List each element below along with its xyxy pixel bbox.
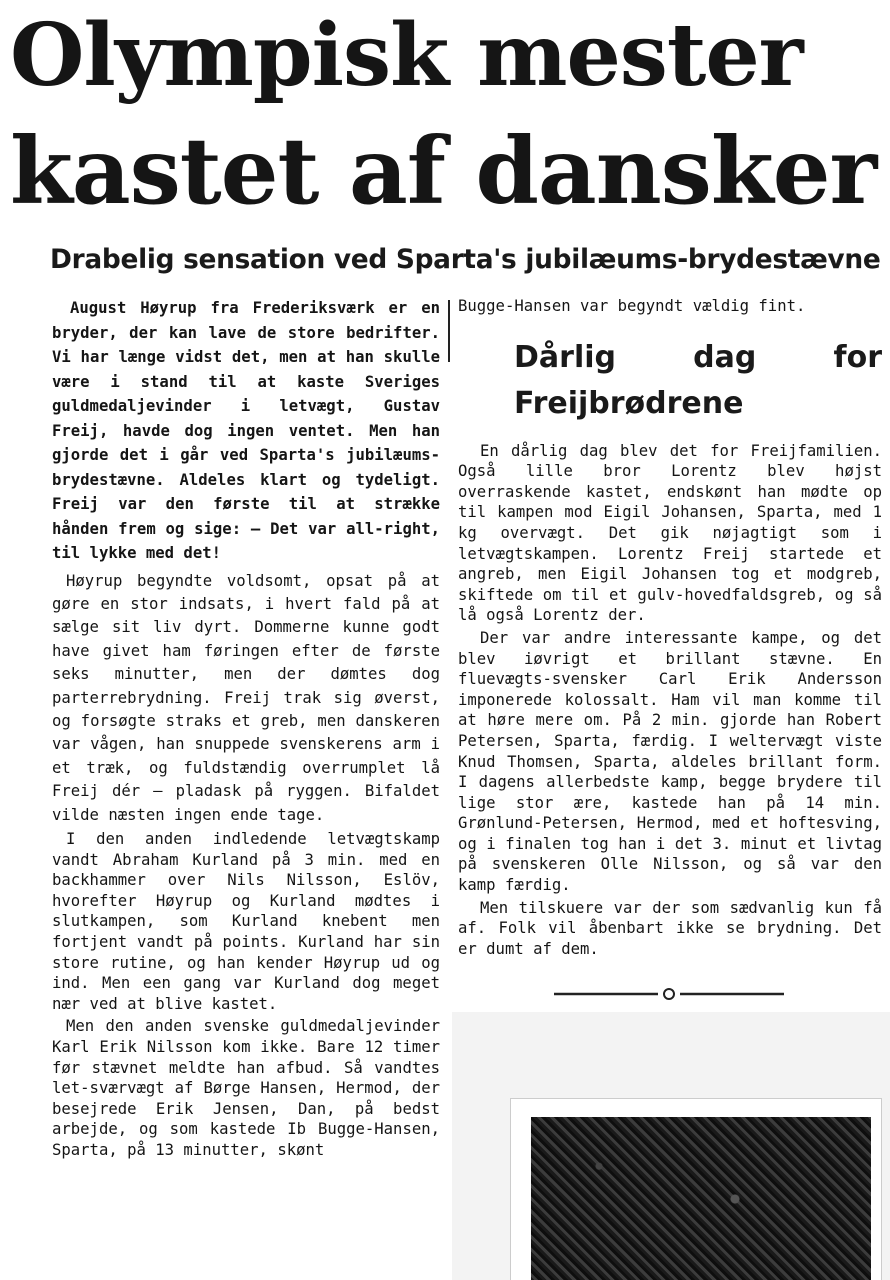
right-paragraph-3: Men tilskuere var der som sædvanlig kun få af. Folk vil åbenbart ikke se brydning. Det er dumt af dem. — [458, 898, 882, 958]
photo-image — [531, 1117, 871, 1280]
continued-text: Bugge-Hansen var begyndt vældig fint. — [458, 297, 806, 315]
body-paragraph-2: I den anden indledende letvægtskamp vandt Abraham Kurland på 3 min. med en backhammer over Nils Nilsson, Eslöv, hvorefter Høyrup og Kurland mødtes i slutkampen, som Kurland knebent men fortjent vandt på points. Kurland har sin store rutine, og han kender Høyrup ud og ind. Men een gang var Kurland dog meget nær ved at blive kastet. — [52, 829, 440, 1013]
headline-line-2: kastet af dansker — [10, 117, 877, 225]
lead-paragraph: August Høyrup fra Frederiksværk er en bryder, der kan lave de store bedrifter. Vi har længe vidst det, men at han skulle være i stand til at kaste Sveriges guldmedaljevinder i letvægt, Gustav Freij, havde dog ingen ventet. Men han gjorde det i går ved Sparta's jubilæums-brydestævne. Aldeles klart og tydeligt. Freij var den første til at strække hånden frem og sige: — Det var all-right, til lykke med det! — [52, 299, 440, 562]
article-end-mark — [554, 984, 784, 1004]
right-paragraph-1: En dårlig dag blev det for Freijfamilien. Også lille bror Lorentz blev højst overraskende kastet, endskønt han mødte op til kampen mod Eigil Johansen, Sparta, med 1 kg overvægt. Det gik nøjagtigt som i letvægtskampen. Lorentz Freij startede et angreb, men Eigil Johansen tog et modgreb, skiftede om til et gulv-hovedfaldsgreb, og så lå også Lorentz der. — [458, 441, 882, 625]
section-heading: Dårlig dag for Freijbrødrene — [514, 339, 882, 421]
body-paragraph-1: Høyrup begyndte voldsomt, opsat på at gøre en stor indsats, i hvert fald på at sælge sit liv dyrt. Dommerne kunne godt have givet ham føringen efter de første seks minutter, men der dømtes dog parterrebrydning. Freij trak sig øverst, og forsøgte straks et greb, men danskeren var vågen, han snuppede svenskerens arm i et træk, og fuldstændig overrumplet lå Freij dér — pladask på ryggen. Bifaldet vilde næsten ingen ende tage. — [52, 571, 440, 824]
body-paragraph-3: Men den anden svenske guldmedaljevinder Karl Erik Nilsson kom ikke. Bare 12 timer før stævnet meldte han afbud. Så vandtes let-sværvægt af Børge Hansen, Hermod, der besejrede Erik Jensen, Dan, på bedst arbejde, og som kastede Ib Bugge-Hansen, Sparta, på 13 minutter, skønt — [52, 1017, 440, 1159]
subheadline: Drabelig sensation ved Sparta's jubilæums-brydestævne — [50, 244, 881, 275]
headline-line-1: Olympisk mester — [10, 5, 803, 106]
photo-corner — [510, 1098, 882, 1280]
column-divider — [448, 300, 450, 362]
right-column — [458, 296, 882, 961]
left-column — [52, 296, 440, 1162]
right-paragraph-2: Der var andre interessante kampe, og det blev iøvrigt et brillant stævne. En fluevægts-svensker Carl Erik Andersson imponerede kolossalt. Ham vil man komme til at høre mere om. På 2 min. gjorde han Robert Petersen, Sparta, færdig. I weltervægt viste Knud Thomsen, Sparta, aldeles brillant form. I dagens allerbedste kamp, begge brydere til lige stor ære, kastede han på 14 min. Grønlund-Petersen, Hermod, med et hoftesving, og i finalen tog han i det 3. minut et livtag på svenskeren Olle Nilsson, og så var den kamp færdig. — [458, 628, 882, 895]
